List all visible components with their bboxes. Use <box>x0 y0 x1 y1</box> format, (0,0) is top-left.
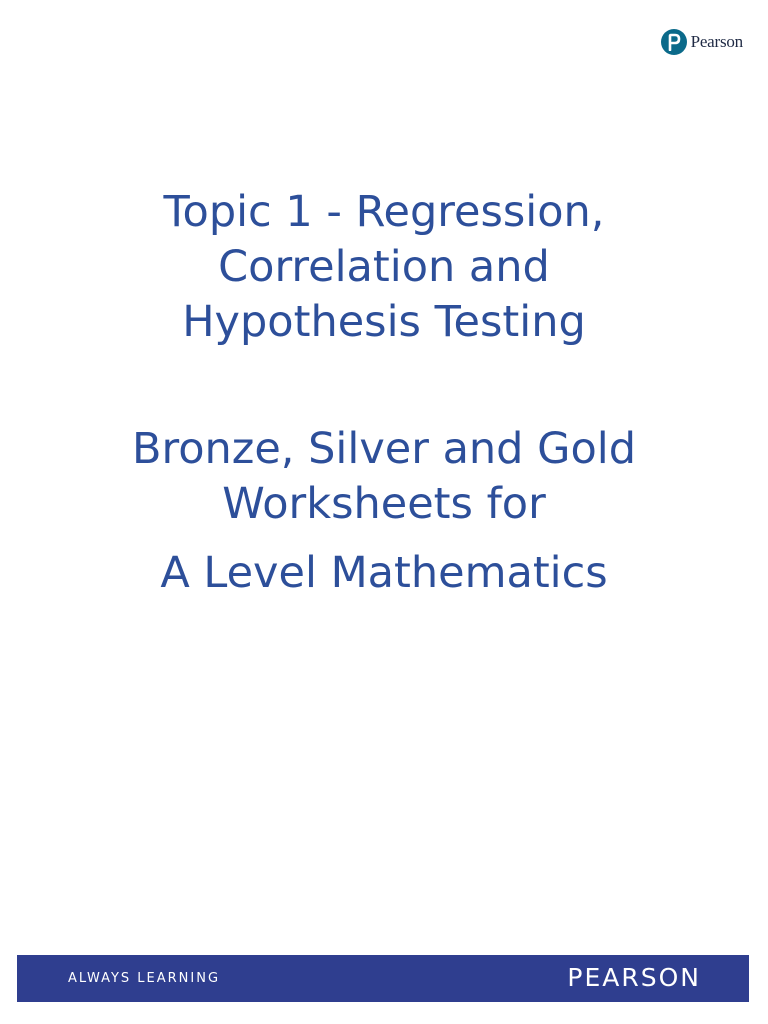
footer-tagline: ALWAYS LEARNING <box>68 971 221 986</box>
subtitle-line-1: Bronze, Silver and Gold <box>131 424 637 474</box>
subtitle-line-3: A Level Mathematics <box>160 548 608 598</box>
document-subtitle <box>0 422 768 532</box>
title-line-1: Topic 1 - Regression, <box>163 187 605 237</box>
footer-bar <box>17 955 749 1002</box>
title-line-3: Hypothesis Testing <box>182 297 586 347</box>
document-subtitle-level <box>0 546 768 601</box>
subtitle-line-2: Worksheets for <box>222 479 546 529</box>
pearson-p-icon <box>661 29 687 55</box>
footer-brand: PEARSON <box>567 963 701 992</box>
pearson-logo <box>661 29 743 55</box>
document-title <box>0 185 768 350</box>
title-line-2: Correlation and <box>218 242 550 292</box>
logo-wordmark: Pearson <box>690 32 743 51</box>
